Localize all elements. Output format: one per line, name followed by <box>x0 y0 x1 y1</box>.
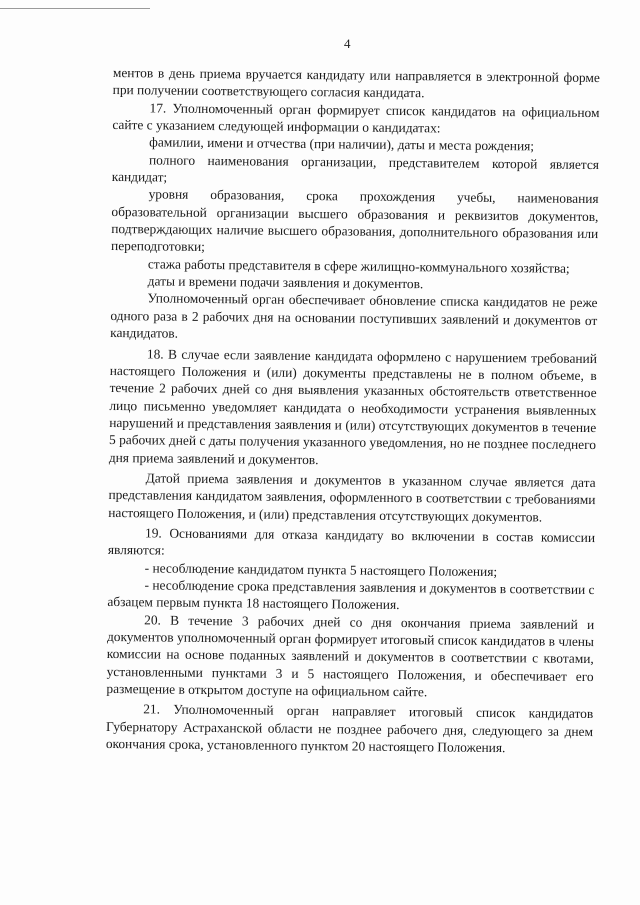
list-item-submission-date: даты и времени подачи заявления и документов. <box>147 273 424 292</box>
paragraph-list-update: Уполномоченный орган обеспечивает обновление списка кандидатов не реже одного раза в 2 рабочих дня на основании поступивших заявлений и документов от кандидатов. <box>110 290 598 341</box>
paragraph-continuation: ментов в день приема вручается кандидату или направляется в электронной форме при получении соответствующего согласия кандидата. <box>112 64 600 101</box>
list-item-refusal-2: - несоблюдение срока представления заявления и документов в соответствии с абзацем первым пункта 18 настоящего Положения. <box>107 577 595 613</box>
list-item-organization: полного наименования организации, представителем которой является кандидат; <box>111 152 600 185</box>
page-number: 4 <box>344 36 351 51</box>
paragraph-acceptance-date: Датой приема заявления и документов в указанном случае является дата представления кандидатом заявления, оформленного в соответствии с требованиями настоящего Положения, и (или) представления отсутствующих документов. <box>108 470 596 525</box>
list-item-experience: стажа работы представителя в сфере жилищно-коммунального хозяйства; <box>147 256 570 276</box>
paragraph-item-17: 17. Уполномоченный орган формирует список кандидатов на официальном сайте с указанием следующей информации о кандидатах: <box>112 100 600 136</box>
scan-edge-line <box>0 8 150 9</box>
paragraph-item-19: 19. Основаниями для отказа кандидату во включении в состав комиссии являются: <box>107 525 596 558</box>
list-item-refusal-1: - несоблюдение кандидатом пункта 5 настоящего Положения; <box>144 559 498 579</box>
paragraph-item-20: 20. В течение 3 рабочих дней со дня окончания приема заявлений и документов уполномоченный орган формирует итоговый список кандидатов в члены комиссии на основе поданных заявлений и документов в соответствии с квотами, установленными пунктами 3 и 5 настоящего Положения, и обеспечивает его размещение в открытом доступе на официальном сайте. <box>106 612 595 700</box>
paragraph-item-21: 21. Уполномоченный орган направляет итоговый список кандидатов Губернатору Астраханской области не позднее рабочего дня, следующего за днем окончания срока, установленного пунктом 20 настоящего Положения. <box>105 701 594 756</box>
paragraph-item-18: 18. В случае если заявление кандидата оформлено с нарушением требований настоящего Положения и (или) документы представлены не в полном объеме, в течение 2 рабочих дней со дня выявления указанных обстоятельств ответственное лицо письменно уведомляет кандидата о необходимости устранения выявленных нарушений и представления заявления и (или) отсутствующих документов в течение 5 рабочих дней с даты получения указанного уведомления, но не позднее последнего дня приема заявлений и документов. <box>108 345 598 467</box>
document-body <box>106 64 600 757</box>
list-item-name: фамилии, имени и отчества (при наличии), даты и места рождения; <box>149 134 535 154</box>
list-item-education: уровня образования, срока прохождения учебы, наименования образовательной организации высшего образования и реквизитов документов, подтверждающих наличие высшего образования, дополнительного образования или переподготовки; <box>111 186 599 255</box>
